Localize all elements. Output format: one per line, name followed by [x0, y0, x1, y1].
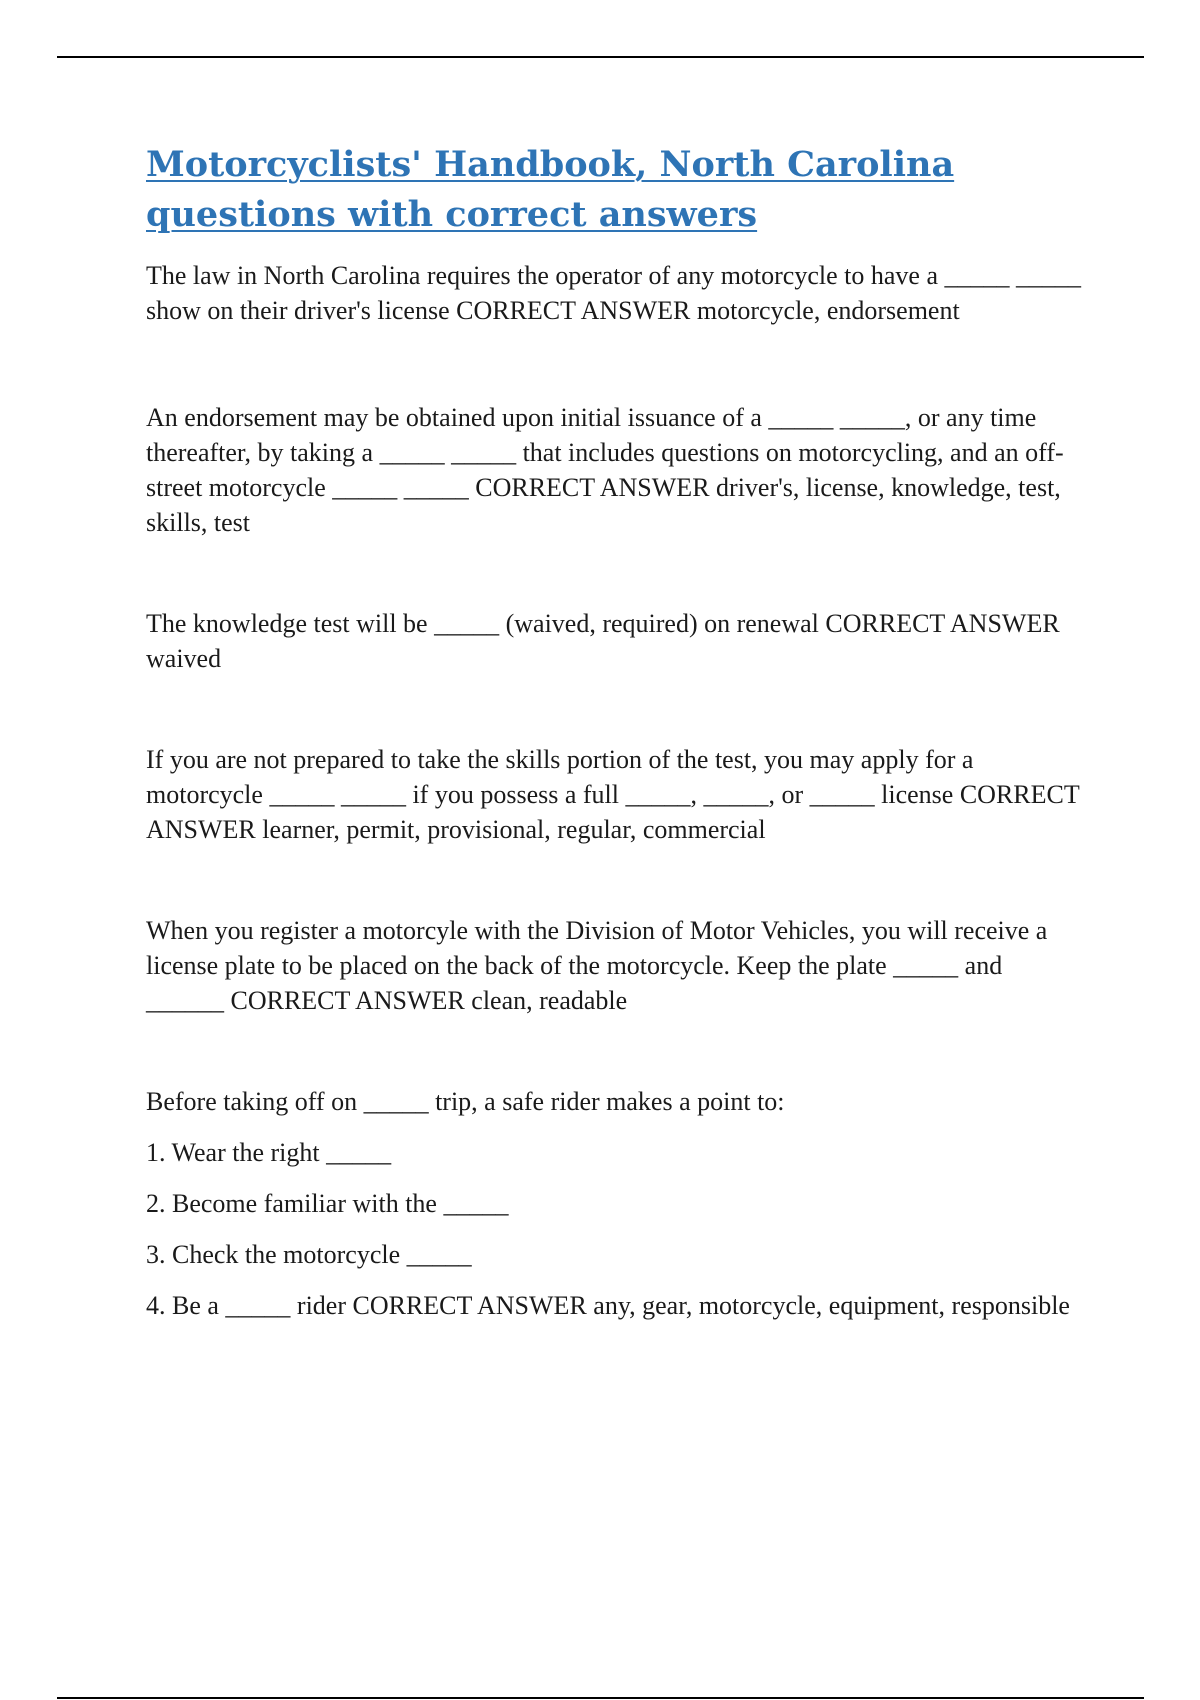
top-rule [57, 56, 1144, 58]
document-content [146, 140, 1086, 1323]
question-1: The law in North Carolina requires the operator of any motorcycle to have a _____ _____ show on their driver's license CORRECT ANSWER motorcycle, endorsement [146, 261, 1081, 325]
question-5: When you register a motorcyle with the Division of Motor Vehicles, you will receive a license plate to be placed on the back of the motorcycle. Keep the plate _____ and ______ CORRECT ANSWER clean, readable [146, 916, 1048, 1015]
document-title[interactable]: Motorcyclists' Handbook, North Carolina questions with correct answers [146, 144, 955, 235]
question-4: If you are not prepared to take the skills portion of the test, you may apply for a motorcycle _____ _____ if you possess a full _____, _____, or _____ license CORRECT ANSWER learner, permit, provisional, regular, commercial [146, 745, 1080, 844]
question-2: An endorsement may be obtained upon initial issuance of a _____ _____, or any time thereafter, by taking a _____ _____ that includes questions on motorcycling, and an off-street motorcycle _____ _____ CORRECT ANSWER driver's, license, knowledge, test, skills, test [146, 403, 1064, 537]
question-6-item-2: 2. Become familiar with the _____ [146, 1189, 509, 1218]
bottom-rule [57, 1697, 1144, 1699]
question-6-item-4: 4. Be a _____ rider CORRECT ANSWER any, gear, motorcycle, equipment, responsible [146, 1291, 1070, 1320]
question-6-item-1: 1. Wear the right _____ [146, 1138, 392, 1167]
question-6-intro: Before taking off on _____ trip, a safe rider makes a point to: [146, 1087, 785, 1116]
question-6-item-3: 3. Check the motorcycle _____ [146, 1240, 472, 1269]
question-3: The knowledge test will be _____ (waived, required) on renewal CORRECT ANSWER waived [146, 609, 1060, 673]
